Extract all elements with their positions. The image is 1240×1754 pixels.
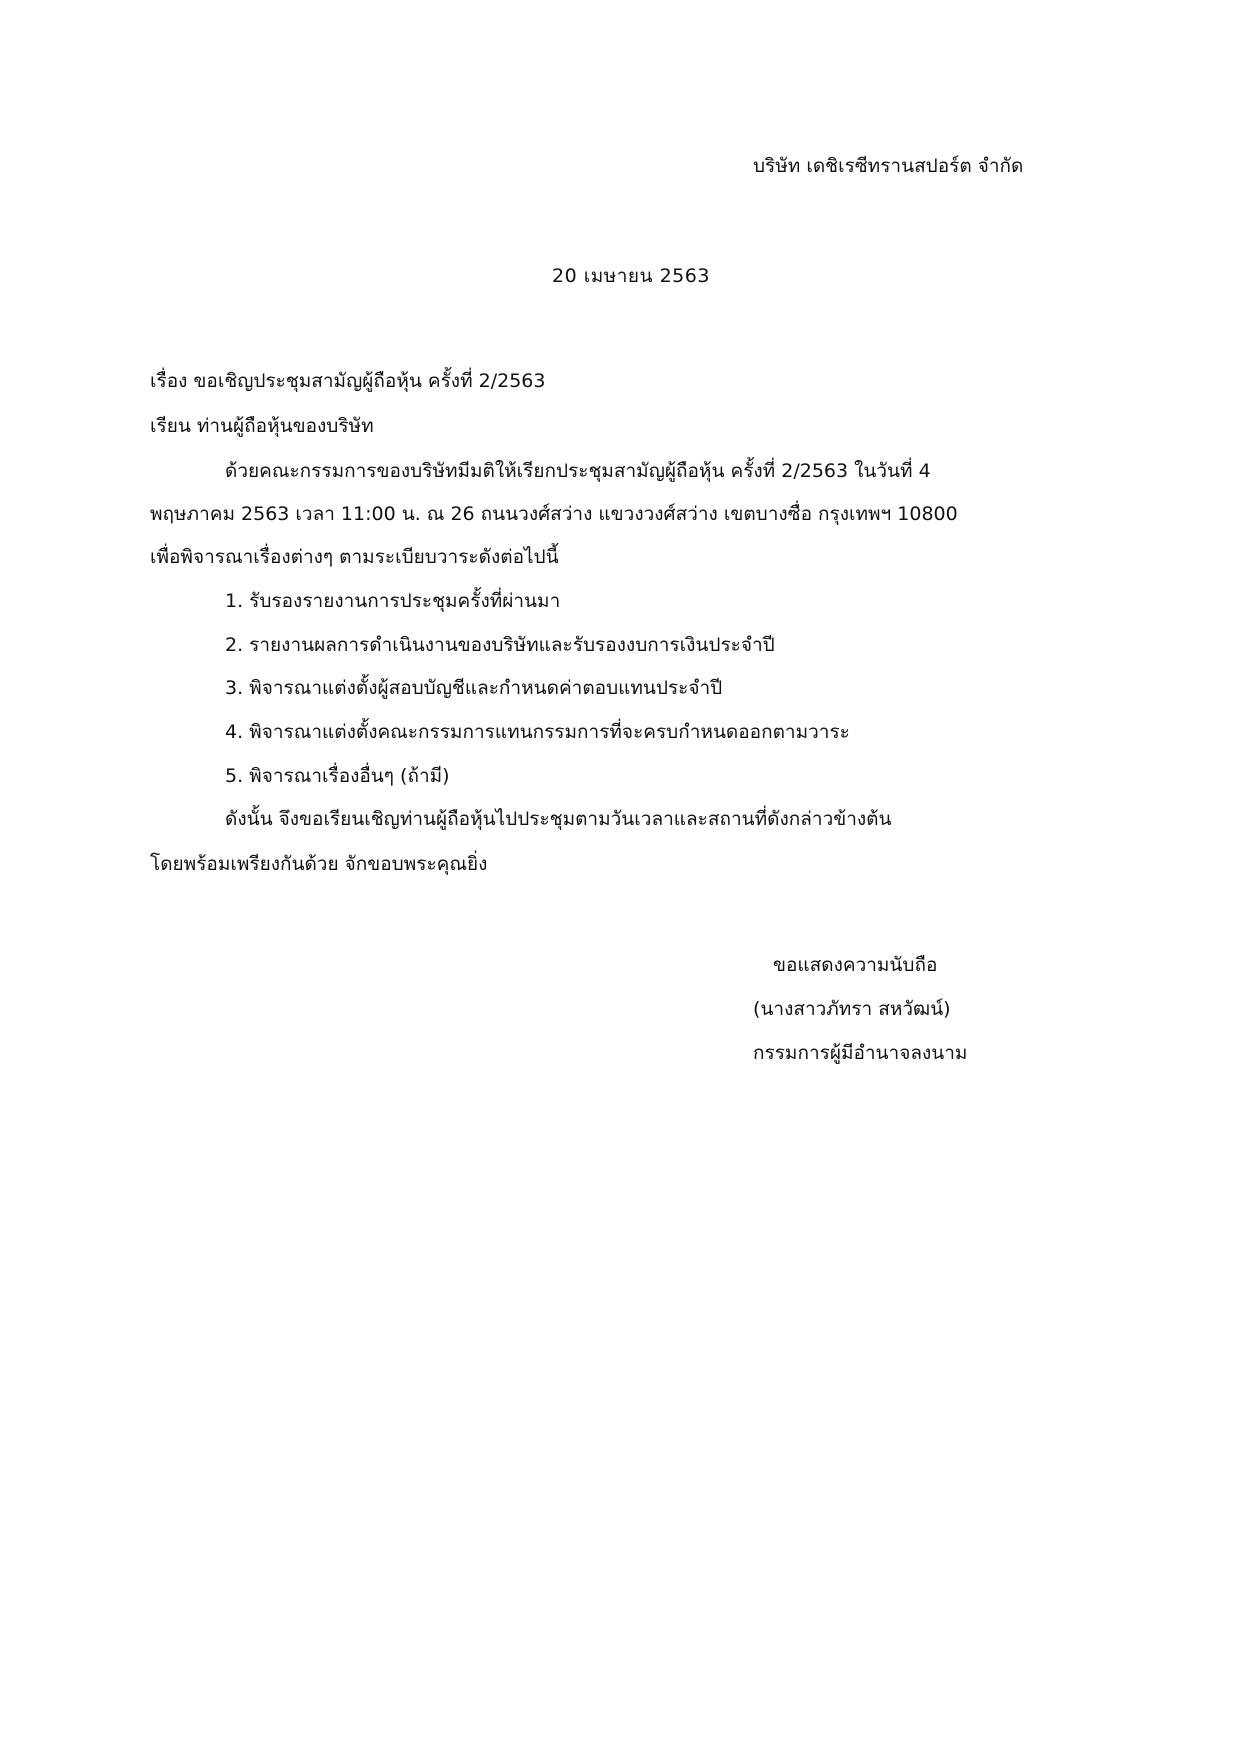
body-line: ด้วยคณะกรรมการของบริษัทมีมติให้เรียกประชุมสามัญผู้ถือหุ้น ครั้งที่ 2/2563 ในวันที่ 4 <box>225 460 931 482</box>
agenda-item: 4. พิจารณาแต่งตั้งคณะกรรมการแทนกรรมการที่จะครบกำหนดออกตามวาระ <box>225 721 850 743</box>
letter-subject: เรื่อง ขอเชิญประชุมสามัญผู้ถือหุ้น ครั้งที่ 2/2563 <box>150 370 546 392</box>
body-line: พฤษภาคม 2563 เวลา 11:00 น. ณ 26 ถนนวงศ์สว่าง แขวงวงศ์สว่าง เขตบางซื่อ กรุงเทพฯ 10800 <box>150 503 958 525</box>
agenda-item: 1. รับรองรายงานการประชุมครั้งที่ผ่านมา <box>225 590 561 612</box>
closing-regards: ขอแสดงความนับถือ <box>773 954 938 976</box>
agenda-item: 2. รายงานผลการดำเนินงานของบริษัทและรับรองงบการเงินประจำปี <box>225 634 775 656</box>
closing-line: ดังนั้น จึงขอเรียนเชิญท่านผู้ถือหุ้นไปประชุมตามวันเวลาและสถานที่ดังกล่าวข้างต้น <box>225 808 892 830</box>
letter-salutation: เรียน ท่านผู้ถือหุ้นของบริษัท <box>150 415 374 437</box>
agenda-item: 5. พิจารณาเรื่องอื่นๆ (ถ้ามี) <box>225 765 450 787</box>
body-line: เพื่อพิจารณาเรื่องต่างๆ ตามระเบียบวาระดังต่อไปนี้ <box>150 546 559 568</box>
letter-date: 20 เมษายน 2563 <box>552 265 710 287</box>
agenda-item: 3. พิจารณาแต่งตั้งผู้สอบบัญชีและกำหนดค่าตอบแทนประจำปี <box>225 677 723 699</box>
signer-title: กรรมการผู้มีอำนาจลงนาม <box>753 1042 968 1064</box>
closing-line: โดยพร้อมเพรียงกันด้วย จักขอบพระคุณยิ่ง <box>150 853 488 875</box>
signer-name: (นางสาวภัทรา สหวัฒน์) <box>753 998 951 1020</box>
company-name: บริษัท เดชิเรซีทรานสปอร์ต จำกัด <box>753 155 1024 177</box>
